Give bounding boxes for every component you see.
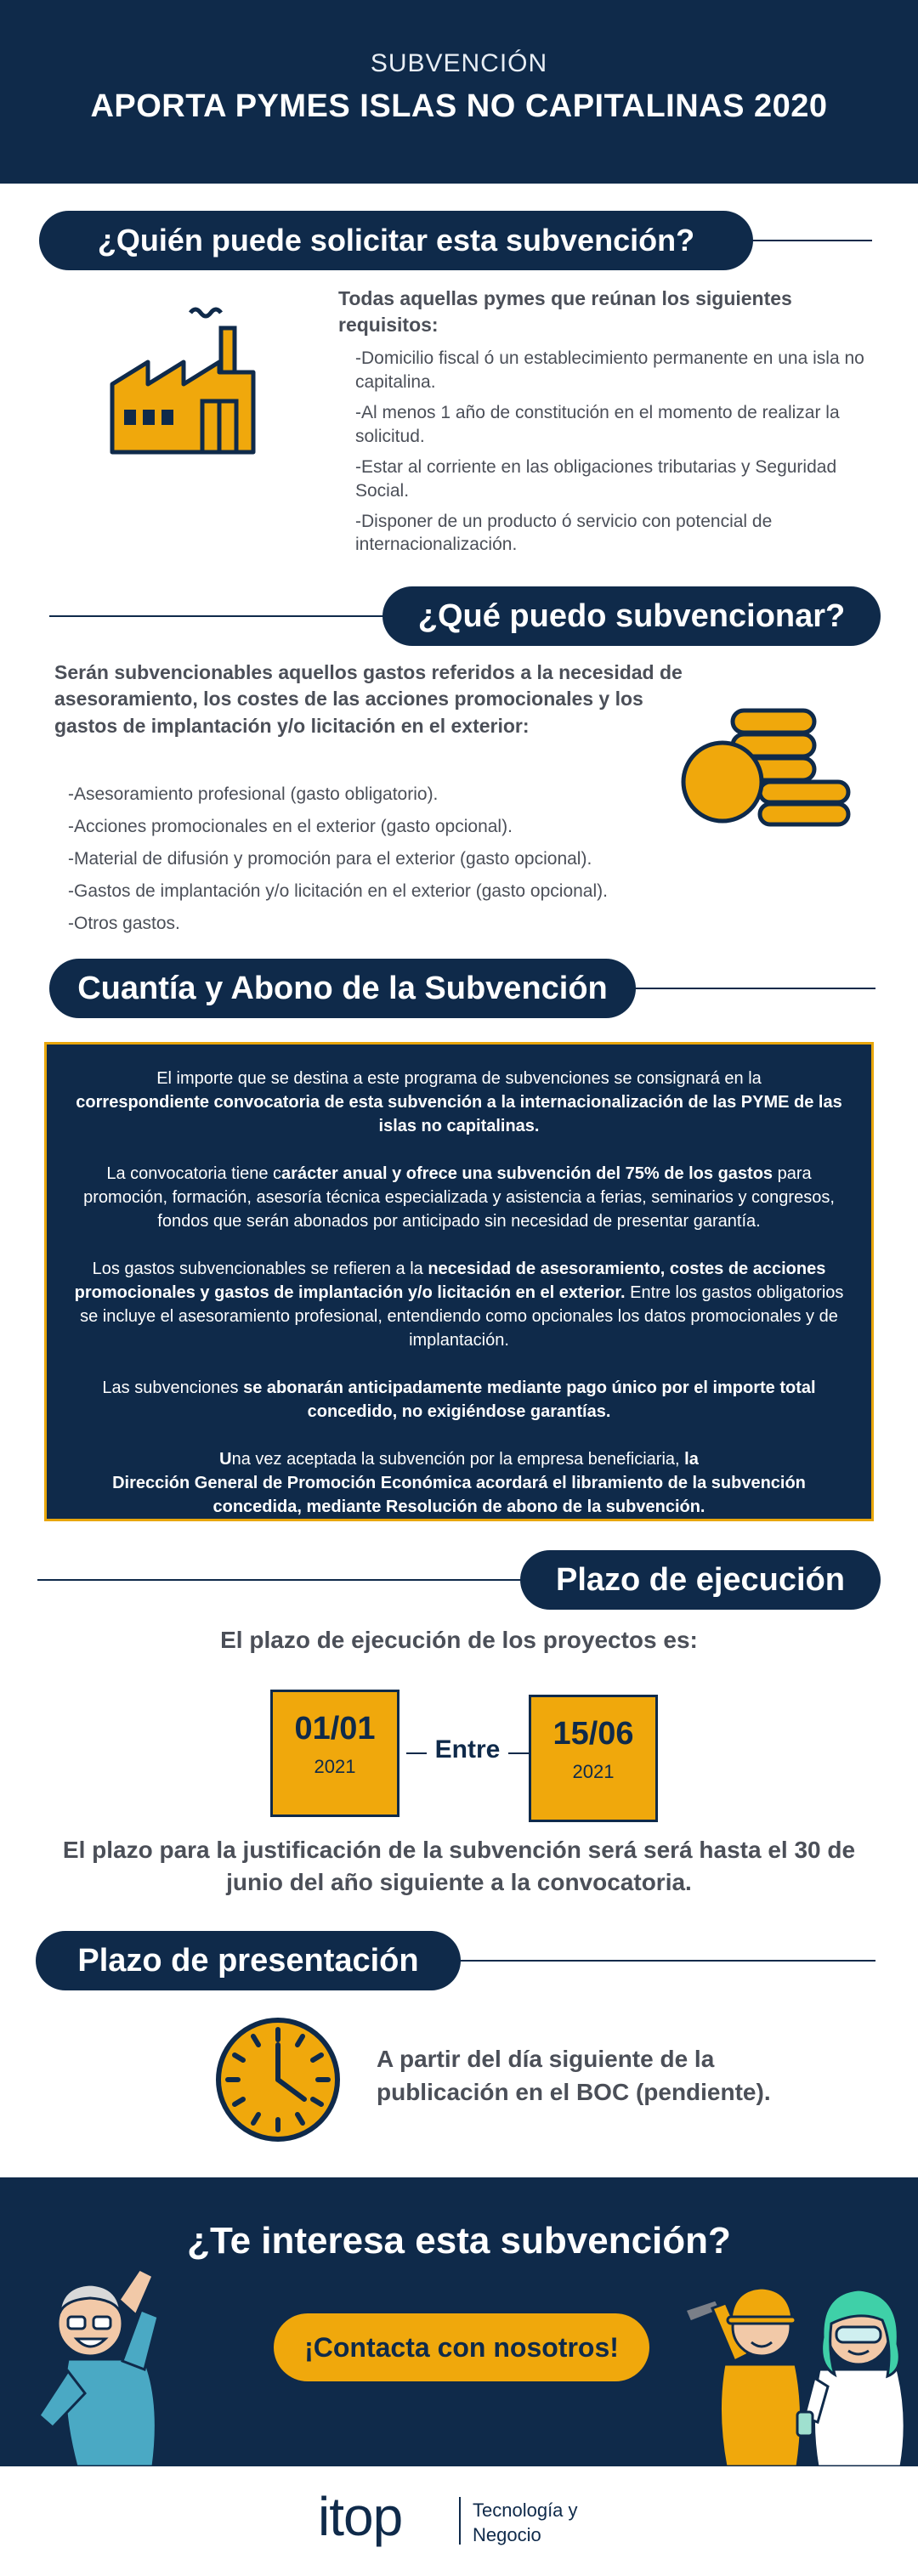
list-item: -Otros gastos. [68,914,180,933]
submission-text: A partir del día siguiente de la publicación en el BOC (pendiente). [377,2046,771,2105]
submission-heading: Plazo de presentación [36,1931,461,1990]
what-heading-rule [49,615,389,617]
header-supertitle: SUBVENCIÓN [370,49,548,77]
cta-banner [0,2177,918,2466]
what-items-list [68,778,697,940]
what-intro: Serán subvencionables aquellos gastos referidos a la necesidad de asesoramiento, los costes de las acciones promocionales y los gastos de implantación y/o licitación en el exterior: [54,661,683,737]
coins-icon [678,702,857,829]
amount-paragraph-1: El importe que se destina a este programa de subvenciones se consignará en la correspondiente convocatoria de esta subvención a la internacionalización de las PYME de las islas no capitalinas. [76,1069,842,1135]
who-heading-rule [748,240,872,241]
header-title: APORTA PYMES ISLAS NO CAPITALINAS 2020 [90,88,828,124]
who-intro: Todas aquellas pymes que reúnan los siguientes requisitos: [338,287,792,337]
who-heading: ¿Quién puede solicitar esta subvención? [39,211,753,270]
term-intro: El plazo de ejecución de los proyectos es: [220,1627,698,1653]
logo-divider [459,2497,461,2545]
term-heading: Plazo de ejecución [520,1550,881,1610]
amount-paragraph-2: La convocatoria tiene carácter anual y ofrece una subvención del 75% de los gastos para promoción, formación, asesoría técnica especializada y asistencia a ferias, seminarios y congresos, fondos que serán abonados por anticipado sin necesidad de presentar garantía. [83,1164,835,1231]
between-line-right [508,1752,529,1754]
what-heading: ¿Qué puedo subvencionar? [382,586,881,646]
list-item: -Estar al corriente en las obligaciones tributarias y Seguridad Social. [355,456,837,501]
factory-icon [107,303,260,456]
list-item: -Gastos de implantación y/o licitación en el exterior (gasto opcional). [68,881,608,901]
end-date-box [529,1695,658,1822]
list-item: -Asesoramiento profesional (gasto obligatorio). [68,784,439,804]
who-requirements-list [355,347,882,563]
worker-scientist-illustration [678,2259,918,2466]
submission-heading-rule [456,1960,876,1962]
contact-button[interactable]: ¡Contacta con nosotros! [274,2313,649,2381]
term-heading-rule [37,1579,530,1581]
end-date: 15/06 [552,1716,634,1752]
cta-title: ¿Te interesa esta subvención? [187,2220,731,2262]
header-banner [0,0,918,184]
start-date: 01/01 [294,1711,376,1747]
start-date-box [270,1690,400,1817]
logo-wordmark: itop [318,2486,403,2547]
list-item: -Al menos 1 año de constitución en el momento de realizar la solicitud. [355,402,840,446]
list-item: -Material de difusión y promoción para el exterior (gasto opcional). [68,849,592,869]
clock-icon [214,2016,342,2143]
end-year: 2021 [572,1761,615,1782]
list-item: -Acciones promocionales en el exterior (gasto opcional). [68,817,513,836]
amount-info-box [44,1042,874,1521]
amount-heading-rule [632,988,876,989]
itop-logo [318,2485,607,2562]
amount-paragraph-3: Los gastos subvencionables se refieren a la necesidad de asesoramiento, costes de acciones promocionales y gastos de implantación y/o licitación en el exterior. Entre los gastos obligatorios se incluye el asesoramiento profesional, entendiendo como opcionales los datos promocionales y de implantación. [74,1260,844,1350]
amount-paragraph-4: Las subvenciones se abonarán anticipadamente mediante pago único por el importe total concedido, no exigiéndose garantías. [102,1379,816,1421]
amount-paragraph-5: Una vez aceptada la subvención por la empresa beneficiaria, la Dirección General de Promoción Económica acordará el libramiento de la subvención concedida, mediante Resolución de abono de la subvención. [112,1450,806,1516]
start-year: 2021 [314,1756,356,1777]
amount-heading: Cuantía y Abono de la Subvención [49,959,636,1018]
term-justification: El plazo para la justificación de la subvención será será hasta el 30 de junio del año siguiente a la convocatoria. [62,1837,856,1896]
list-item: -Disponer de un producto ó servicio con potencial de internacionalización. [355,511,773,555]
between-label: Entre [434,1735,501,1764]
logo-tagline: Tecnología y Negocio [473,2500,578,2545]
list-item: -Domicilio fiscal ó un establecimiento permanente en una isla no capitalina. [355,348,864,392]
older-man-illustration [34,2266,187,2466]
